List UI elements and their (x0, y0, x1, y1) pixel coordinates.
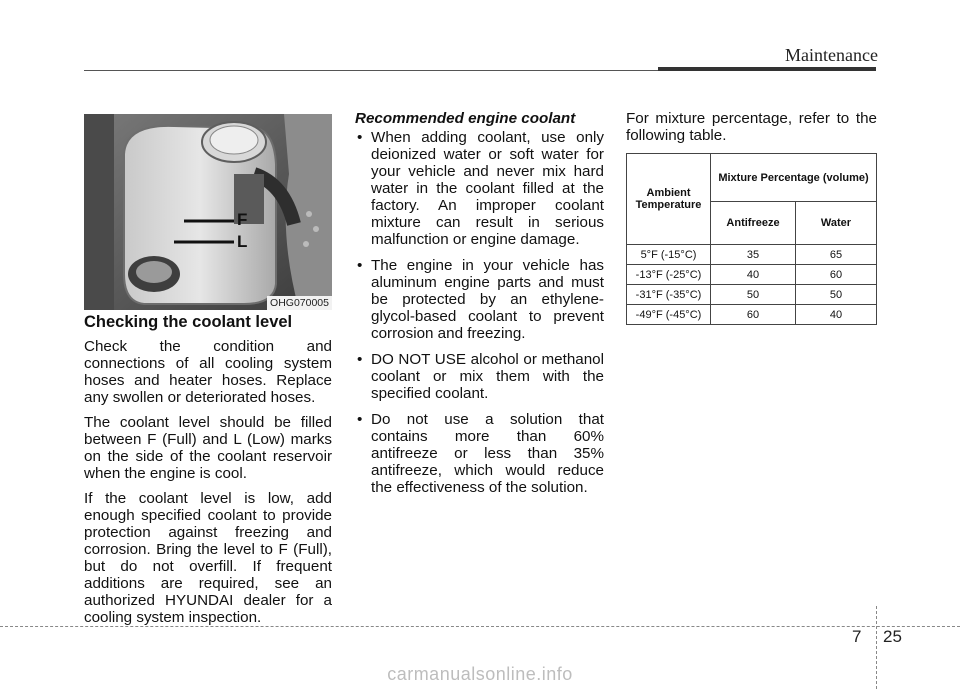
paragraph: If the coolant level is low, add enough specified coolant to provide protection against freezing and corrosion. Bring the level to F (Full), but do not overfill. If frequent additions are required, see an authorized HYUNDAI dealer for a cooling system inspection. (84, 490, 332, 626)
table-cell-antifreeze: 35 (711, 245, 796, 265)
full-mark-label: F (237, 210, 248, 229)
low-mark-label: L (237, 232, 248, 251)
table-row (627, 245, 877, 265)
table-cell-water: 40 (796, 305, 877, 325)
watermark-text: carmanualsonline.info (387, 664, 573, 684)
table-header-water: Water (796, 202, 877, 245)
bullet-marker: • (357, 411, 363, 428)
paragraph: Check the condition and connections of all cooling system hoses and heater hoses. Replace any swollen or deteriorated hoses. (84, 338, 332, 406)
column-mixture-intro (626, 110, 877, 152)
chapter-number: 7 (852, 627, 862, 646)
table-cell-antifreeze: 40 (711, 265, 796, 285)
coolant-bullet-list (355, 129, 604, 496)
section-title-checking-coolant: Checking the coolant level (84, 313, 293, 331)
table-cell-temp: -31°F (-35°C) (627, 285, 711, 305)
bullet-marker: • (357, 351, 363, 368)
list-item: • When adding coolant, use only deionized water or soft water for your vehicle and never mix hard water in the coolant filled at the factory. An improper coolant mixture can result in serious malfunction or engine damage. (357, 129, 604, 248)
list-item: • DO NOT USE alcohol or methanol coolant or mix them with the specified coolant. (357, 351, 604, 402)
footer-rule (0, 626, 960, 627)
table-cell-temp: 5°F (-15°C) (627, 245, 711, 265)
table-row (627, 285, 877, 305)
engine-bay-illustration (84, 114, 332, 310)
mixture-percentage-table (626, 153, 877, 325)
page-header-title: Maintenance (785, 45, 878, 65)
table-header-mixture: Mixture Percentage (volume) (711, 154, 877, 202)
table-cell-water: 65 (796, 245, 877, 265)
table-cell-temp: -13°F (-25°C) (627, 265, 711, 285)
paragraph: For mixture percentage, refer to the following table. (626, 110, 877, 144)
table-cell-temp: -49°F (-45°C) (627, 305, 711, 325)
section-title-recommended-coolant: Recommended engine coolant (355, 110, 576, 127)
table-header-ambient: Ambient Temperature (627, 154, 711, 245)
column-coolant-level (84, 314, 332, 634)
header-rule-accent (658, 67, 876, 71)
table-row (627, 305, 877, 325)
table-cell-water: 60 (796, 265, 877, 285)
table-header-antifreeze: Antifreeze (711, 202, 796, 245)
table-cell-antifreeze: 60 (711, 305, 796, 325)
list-item: • Do not use a solution that contains more than 60% antifreeze or less than 35% antifreeze, which would reduce the effectiveness of the solution. (357, 411, 604, 496)
table-row (627, 265, 877, 285)
table-cell-water: 50 (796, 285, 877, 305)
bullet-marker: • (357, 129, 363, 146)
table-cell-antifreeze: 50 (711, 285, 796, 305)
column-recommended-coolant (355, 110, 604, 505)
photo-code-label: OHG070005 (267, 296, 332, 310)
list-item: • The engine in your vehicle has aluminum engine parts and must be protected by an ethylene-glycol-based coolant to prevent corrosion and freezing. (357, 257, 604, 342)
paragraph: The coolant level should be filled between F (Full) and L (Low) marks on the side of the coolant reservoir when the engine is cool. (84, 414, 332, 482)
bullet-marker: • (357, 257, 363, 274)
coolant-reservoir-photo (84, 114, 332, 310)
page-number: 25 (883, 627, 902, 646)
